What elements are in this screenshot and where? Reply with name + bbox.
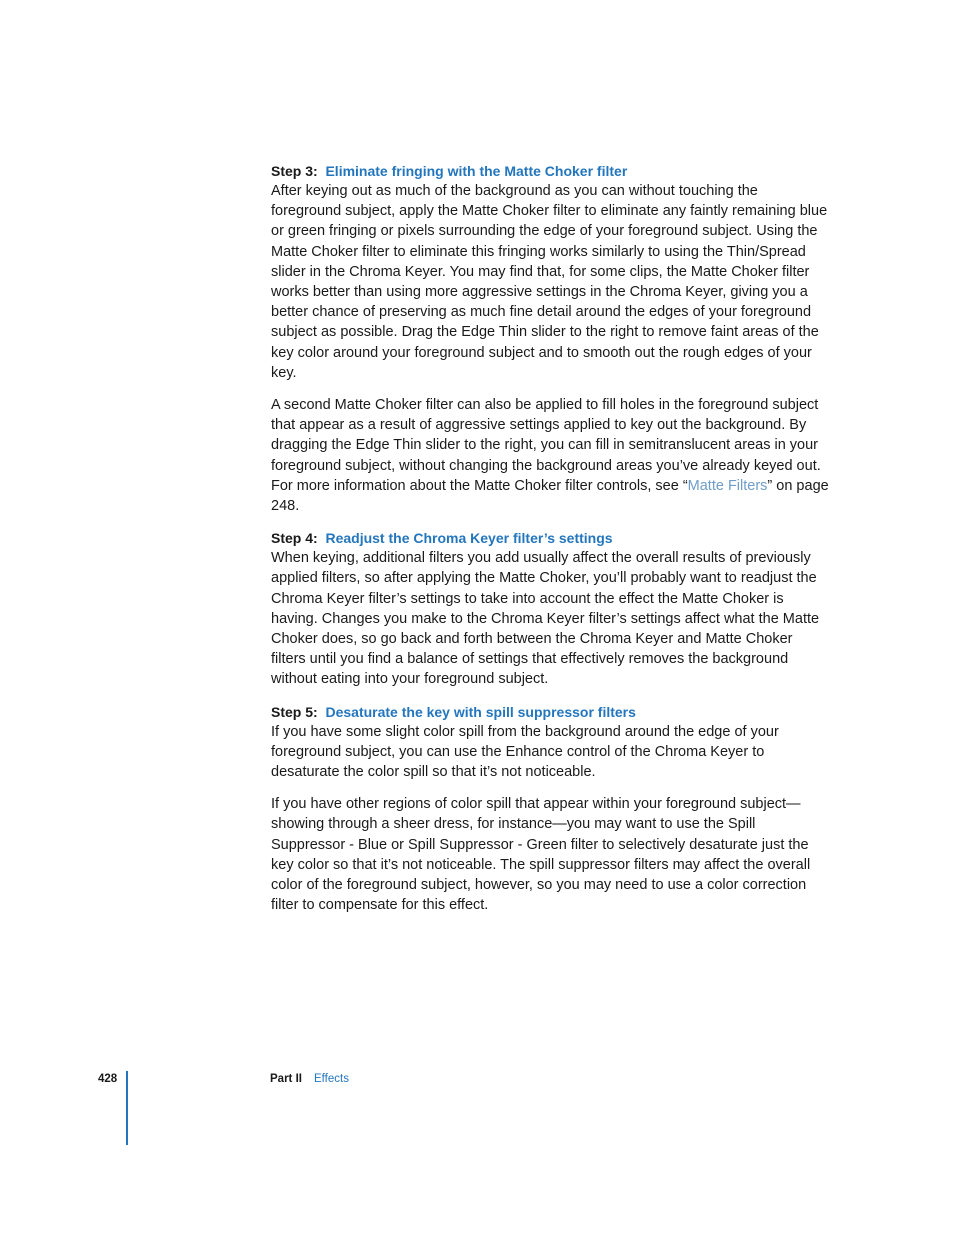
step-5-heading bbox=[271, 702, 831, 722]
footer-section-link[interactable]: Effects bbox=[314, 1073, 349, 1085]
step-4-heading bbox=[271, 528, 831, 548]
step-5-paragraph-1: If you have some slight color spill from the background around the edge of your foreground subject, you can use the Enhance control of the Chroma Keyer to desaturate the color spill so that it’s not noticeable. bbox=[271, 723, 779, 781]
step-3-title: Eliminate fringing with the Matte Choker filter bbox=[325, 163, 628, 179]
step-3-heading bbox=[271, 161, 831, 181]
step-3-number: Step 3: bbox=[271, 163, 318, 179]
step-3-paragraph-2-text: A second Matte Choker filter can also be applied to fill holes in the foreground subject that appear as a result of aggressive settings applied to key out the background. By dragging the Edge Thin slider to the right, you can fill in semitranslucent areas in your foreground subject, without changing the background areas you’ve already keyed out. For more information about the Matte Choker filter controls, see “ bbox=[271, 397, 821, 494]
footer-part-label: Part II bbox=[270, 1073, 302, 1085]
step-4-number: Step 4: bbox=[271, 530, 318, 547]
step-4-paragraph-1: When keying, additional filters you add usually affect the overall results of previously applied filters, so after applying the Matte Choker, you’ll probably want to readjust the Chroma Keyer filter’s settings to take into account the effect the Matte Choker is having. Changes you make to the Chroma Keyer filter’s settings affect what the Matte Choker does, so go back and forth between the Chroma Keyer and Matte Choker filters until you find a balance of settings that effectively removes the background without eating into your foreground subject. bbox=[271, 550, 820, 688]
step-3-paragraph-1: After keying out as much of the background as you can without touching the foreground subject, apply the Matte Choker filter to eliminate any faintly remaining blue or green fringing or pixels surrounding the edge of your foreground subject. Using the Matte Choker filter to eliminate this fringing works similarly to using the Thin/Spread slider in the Chroma Keyer. You may find that, for some clips, the Matte Choker filter works better than using more aggressive settings in the Chroma Keyer, giving you a better chance of preserving as much fine detail around the edges of your foreground subject as possible. Drag the Edge Thin slider to the right to remove faint areas of the key color around your foreground subject and to smooth out the rough edges of your key. bbox=[271, 183, 828, 381]
step-4-title: Readjust the Chroma Keyer filter’s settings bbox=[325, 530, 613, 547]
step-5-paragraph-2: If you have other regions of color spill that appear within your foreground subject—showing through a sheer dress, for instance—you may want to use the Spill Suppressor - Blue or Spill Suppressor - Green filter to selectively desaturate just the key color so that it’s not noticeable. The spill suppressor filters may affect the overall color of the foreground subject, however, so you may need to use a color correction filter to compensate for this effect. bbox=[271, 796, 811, 914]
matte-filters-link[interactable]: Matte Filters bbox=[687, 477, 768, 494]
step-5-title: Desaturate the key with spill suppressor filters bbox=[325, 703, 636, 720]
step-5-number: Step 5: bbox=[271, 703, 318, 720]
step-3-paragraph-2 bbox=[271, 395, 831, 516]
page-body bbox=[271, 161, 831, 916]
step-3-paragraph-2-tail: ” on page 248. bbox=[271, 477, 829, 515]
page-number: 428 bbox=[98, 1073, 118, 1085]
footer-divider bbox=[126, 1071, 128, 1145]
